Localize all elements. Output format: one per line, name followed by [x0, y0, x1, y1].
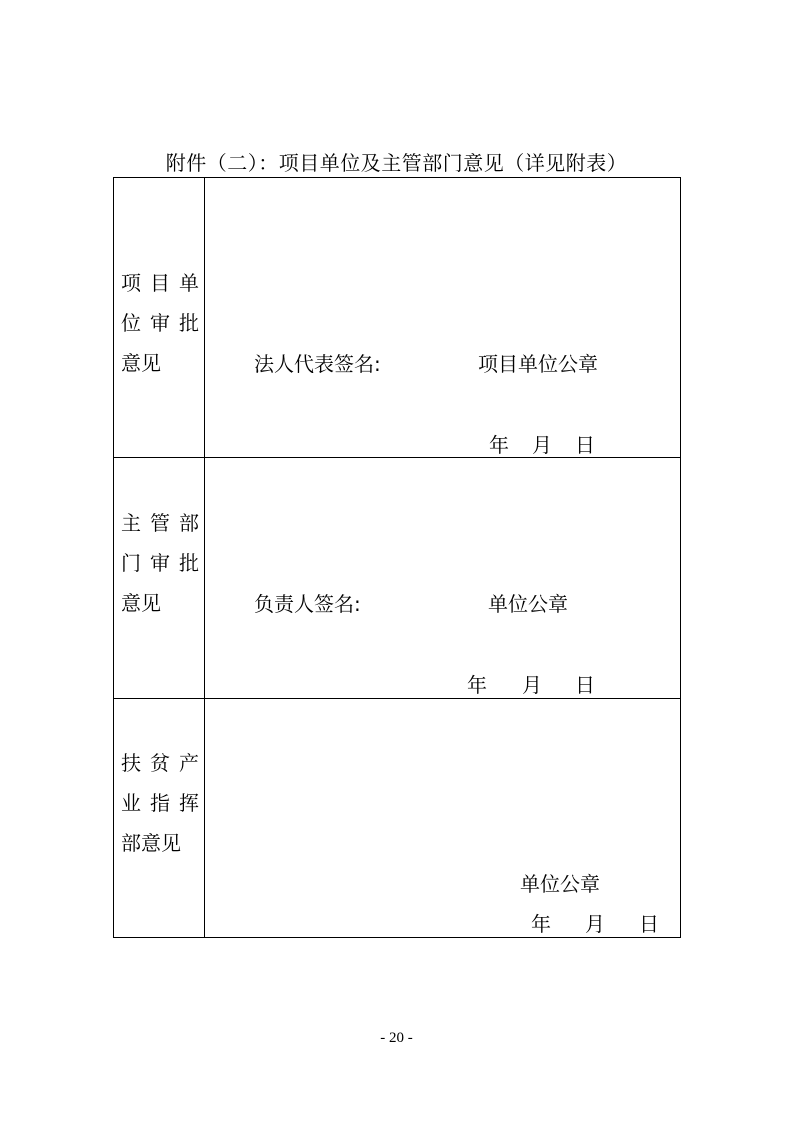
row-label — [121, 743, 199, 863]
row-label-line: 扶贫产 — [121, 751, 199, 775]
row-label-cell — [114, 699, 205, 937]
date-year: 年 — [531, 912, 551, 936]
date-year: 年 — [489, 433, 509, 457]
row-label — [121, 503, 199, 623]
date-month: 月 — [585, 912, 605, 936]
unit-seal-label: 单位公章 — [488, 592, 568, 616]
date-day: 日 — [575, 433, 595, 457]
row-label-cell — [114, 178, 205, 457]
responsible-person-signature-label: 负责人签名: — [254, 592, 361, 616]
row-label-cell — [114, 458, 205, 698]
date-month: 月 — [522, 673, 542, 697]
poverty-alleviation-hq-row — [114, 699, 680, 937]
date-day: 日 — [639, 912, 659, 936]
date-year: 年 — [467, 673, 487, 697]
legal-rep-signature-label: 法人代表签名: — [254, 352, 381, 376]
row-label-line: 意见 — [121, 591, 161, 615]
page-number: - 20 - — [380, 1030, 413, 1046]
row-label-line: 主管部 — [121, 511, 199, 535]
document-title: 附件（二）：项目单位及主管部门意见（详见附表） — [165, 151, 628, 175]
row-label-line: 项目单 — [121, 271, 199, 295]
project-unit-seal-label: 项目单位公章 — [478, 352, 598, 376]
row-label-line: 意见 — [121, 351, 161, 375]
approval-form-table — [113, 177, 681, 938]
row-label — [121, 263, 199, 383]
unit-seal-label: 单位公章 — [520, 872, 600, 896]
row-label-line: 门审批 — [121, 551, 199, 575]
project-unit-approval-row — [114, 178, 680, 458]
date-day: 日 — [575, 673, 595, 697]
supervising-dept-approval-row — [114, 458, 680, 699]
row-label-line: 位审批 — [121, 311, 199, 335]
date-month: 月 — [532, 433, 552, 457]
row-label-line: 部意见 — [121, 831, 181, 855]
row-label-line: 业指挥 — [121, 791, 199, 815]
